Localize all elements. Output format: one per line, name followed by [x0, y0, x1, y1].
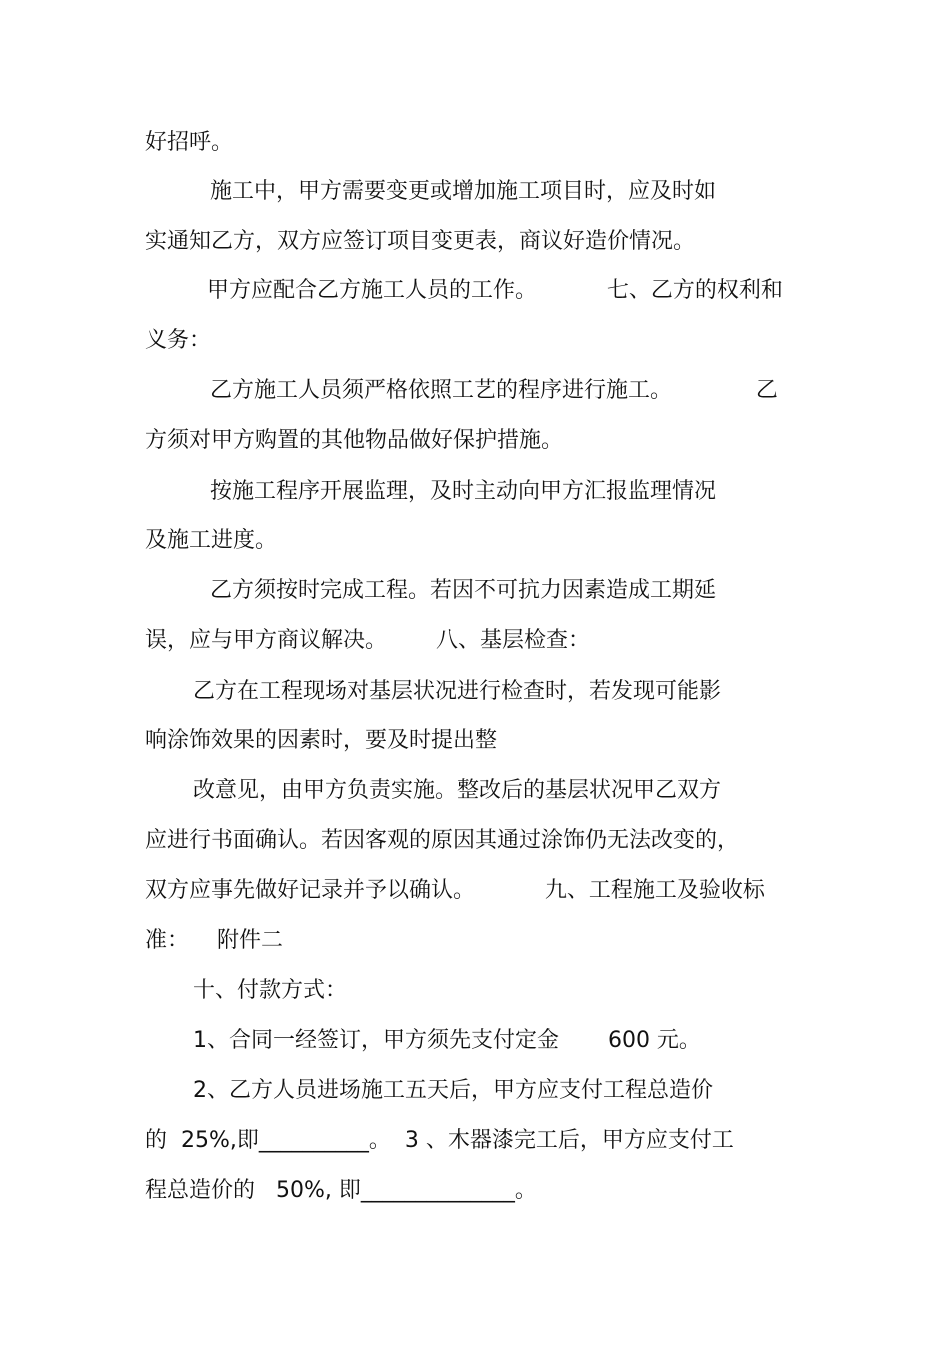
- text-line: 实通知乙方，双方应签订项目变更表，商议好造价情况。: [145, 229, 696, 254]
- text-line: 2、乙方人员进场施工五天后，甲方应支付工程总造价: [193, 1078, 713, 1103]
- text-line: 乙方须按时完成工程。若因不可抗力因素造成工期延: [210, 578, 717, 603]
- text-line: 及施工进度。: [145, 528, 278, 553]
- text-line: 方须对甲方购置的其他物品做好保护措施。: [145, 428, 564, 453]
- text-line: 甲方应配合乙方施工人员的工作。 七、乙方的权利和: [207, 278, 783, 303]
- text-line: 程总造价的 50%, 即______________。: [145, 1178, 537, 1203]
- text-line: 应进行书面确认。若因客观的原因其通过涂饰仍无法改变的，: [145, 828, 740, 853]
- text-line: 响涂饰效果的因素时，要及时提出整: [145, 728, 498, 753]
- text-line: 好招呼。: [145, 130, 234, 155]
- text-line: 按施工程序开展监理，及时主动向甲方汇报监理情况: [210, 479, 717, 504]
- text-line: 准： 附件二: [145, 928, 283, 953]
- text-line: 双方应事先做好记录并予以确认。 九、工程施工及验收标: [145, 878, 765, 903]
- text-line: 乙方在工程现场对基层状况进行检查时，若发现可能影: [193, 679, 722, 704]
- text-line: 十、付款方式：: [193, 978, 348, 1003]
- text-line: 1、合同一经签订，甲方须先支付定金 600 元。: [193, 1028, 701, 1053]
- text-line: 乙方施工人员须严格依照工艺的程序进行施工。 乙: [210, 378, 778, 403]
- text-line: 施工中，甲方需要变更或增加施工项目时，应及时如: [210, 179, 717, 204]
- text-line: 误，应与甲方商议解决。 八、基层检查：: [145, 628, 590, 653]
- text-line: 的 25%,即__________。 3 、木器漆完工后，甲方应支付工: [145, 1128, 734, 1153]
- text-line: 义务：: [145, 328, 212, 353]
- text-line: 改意见，由甲方负责实施。整改后的基层状况甲乙双方: [193, 778, 722, 803]
